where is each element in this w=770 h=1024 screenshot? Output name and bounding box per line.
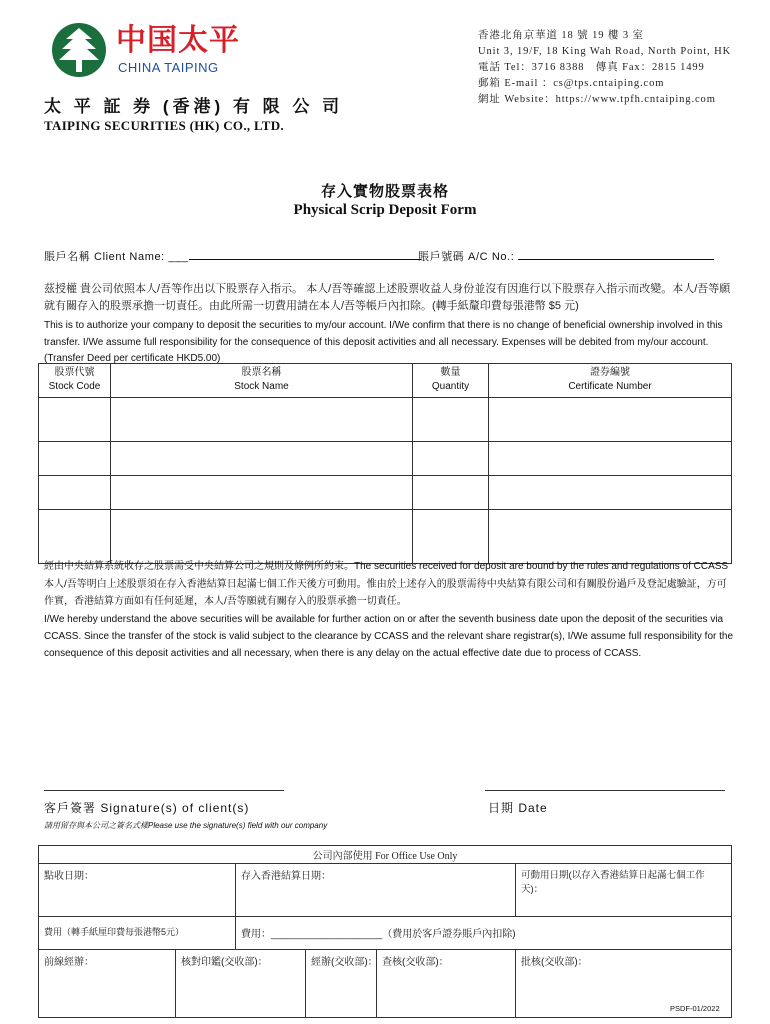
authorization-text-zh: 茲授權 貴公司依照本人/吾等作出以下股票存入指示。 本人/吾等確認上述股票收益人身份並沒有因進行以下股票存入指示而改變。本人/吾等願就有關存入的股票承擔一切責任。由此所需一切費用請在本人/吾等帳戶內扣除。(轉手紙釐印費每張港幣 $5 元) bbox=[44, 283, 731, 312]
table-cell[interactable] bbox=[111, 398, 413, 442]
office-header-row bbox=[39, 846, 732, 864]
front-staff-cell[interactable]: 前線經辦： bbox=[39, 950, 176, 1018]
office-row bbox=[39, 917, 732, 950]
stock-deposit-table bbox=[38, 363, 732, 564]
column-header-stock-code: 股票代號 Stock Code bbox=[39, 364, 111, 398]
email-line: 郵箱 E-mail ：cs@tps.cntaiping.com bbox=[478, 78, 665, 89]
signature-label: 客戶簽署 Signature(s) of client(s) bbox=[44, 801, 250, 815]
account-number-field[interactable] bbox=[418, 248, 714, 264]
table-cell[interactable] bbox=[413, 510, 489, 564]
fee-label-cell: 費用（轉手紙厘印費每張港幣5元） bbox=[39, 917, 236, 950]
company-name-zh: 太 平 証 券 (香港) 有 限 公 司 bbox=[44, 97, 344, 116]
account-number-blank[interactable] bbox=[518, 249, 714, 260]
terms-notes bbox=[44, 558, 734, 662]
authorization-text-en: This is to authorize your company to deposit the securities to my/our account. I/We confirm that there is no change of beneficial ownership involved in this transfer. I/We assume full responsibility for the consequence of this deposit activities and all necessary. Expenses will be debited from my/our account. (Transfer Deed per certificate HKD5.00) bbox=[44, 320, 723, 364]
signature-line[interactable] bbox=[44, 790, 284, 791]
company-address bbox=[478, 28, 731, 108]
fee-amount-cell[interactable]: 費用：____________________（費用於客戶證券賬戶內扣除) bbox=[236, 917, 732, 950]
client-name-label: 賬戶名稱 Client Name: ___ bbox=[44, 251, 189, 263]
table-row[interactable] bbox=[39, 398, 732, 442]
logo-text-zh: 中国太平 bbox=[116, 23, 240, 58]
signature-note: 請用留存與本公司之簽名式樣Please use the signature(s) field with our company bbox=[44, 821, 328, 830]
table-cell[interactable] bbox=[413, 476, 489, 510]
table-cell[interactable] bbox=[39, 476, 111, 510]
date-line[interactable] bbox=[485, 790, 725, 791]
company-name-en: TAIPING SECURITIES (HK) CO., LTD. bbox=[44, 118, 284, 133]
table-cell[interactable] bbox=[413, 442, 489, 476]
table-cell[interactable] bbox=[39, 442, 111, 476]
table-cell[interactable] bbox=[111, 510, 413, 564]
form-title-zh: 存入實物股票表格 bbox=[320, 183, 449, 200]
office-use-header: 公司內部使用 For Office Use Only bbox=[39, 846, 732, 864]
table-cell[interactable] bbox=[489, 476, 732, 510]
handled-by-cell[interactable]: 經辦(交收部)： bbox=[306, 950, 377, 1018]
office-use-table bbox=[38, 845, 732, 1018]
phone-fax-line: 電話 Tel：3716 8388 傳真 Fax：2815 1499 bbox=[478, 62, 705, 73]
column-header-certificate-number: 證券編號 Certificate Number bbox=[489, 364, 732, 398]
client-name-field[interactable] bbox=[44, 248, 421, 264]
verify-seal-cell[interactable]: 核對印鑑(交收部)： bbox=[176, 950, 306, 1018]
table-cell[interactable] bbox=[489, 398, 732, 442]
website-line: 網址 Website：https://www.tpfh.cntaiping.com bbox=[478, 94, 716, 105]
table-row[interactable] bbox=[39, 476, 732, 510]
table-cell[interactable] bbox=[111, 476, 413, 510]
column-header-stock-name: 股票名稱 Stock Name bbox=[111, 364, 413, 398]
table-cell[interactable] bbox=[111, 442, 413, 476]
availability-text-zh: 本人/吾等明白上述股票須在存入香港結算日起滿七個工作天後方可動用。惟由於上述存入的股票需待中央結算有限公司和有關股份過戶及登記處驗証，方可作實，香港結算方面如有任何延遲，本人/吾等願就有關存入的股票承擔一切責任。 bbox=[44, 579, 727, 607]
table-cell[interactable] bbox=[413, 398, 489, 442]
available-date-cell[interactable]: 可動用日期(以存入香港結算日起滿七個工作天)： bbox=[516, 864, 732, 917]
table-cell[interactable] bbox=[489, 442, 732, 476]
office-row bbox=[39, 950, 732, 1018]
checked-by-cell[interactable]: 查核(交收部)： bbox=[377, 950, 516, 1018]
table-row[interactable] bbox=[39, 442, 732, 476]
form-code: PSDF-01/2022 bbox=[670, 1004, 720, 1013]
received-date-cell[interactable]: 點收日期： bbox=[39, 864, 236, 917]
china-taiping-logo bbox=[50, 22, 250, 78]
table-cell[interactable] bbox=[39, 398, 111, 442]
column-header-quantity: 數量 Quantity bbox=[413, 364, 489, 398]
logo-text-en: CHINA TAIPING bbox=[118, 60, 219, 75]
date-label: 日期 Date bbox=[488, 801, 548, 815]
table-cell[interactable] bbox=[39, 510, 111, 564]
pine-tree-icon bbox=[50, 22, 110, 78]
address-line: 香港北角京華道 18 號 19 樓 3 室 bbox=[478, 30, 644, 41]
client-name-blank[interactable] bbox=[189, 249, 421, 260]
account-number-label: 賬戶號碼 A/C No.: bbox=[418, 251, 519, 263]
address-line: Unit 3, 19/F, 18 King Wah Road, North Point, HK bbox=[478, 46, 732, 57]
table-cell[interactable] bbox=[489, 510, 732, 564]
availability-text-en: I/We hereby understand the above securities will be available for further action on or after the seventh business date upon the deposit of the securities via CCASS. Since the transfer of the stock is valid subject to the clearance by CCASS and the relevant share registrar(s), I/We assume full responsibility for the consequence of this deposit activities and all necessary, when there is any delay on the actual effective date due to process of CCASS. bbox=[44, 614, 734, 659]
approved-by-cell[interactable]: 批核(交收部)： bbox=[516, 950, 732, 1018]
table-row[interactable] bbox=[39, 510, 732, 564]
table-header-row bbox=[39, 364, 732, 398]
form-title-en: Physical Scrip Deposit Form bbox=[293, 202, 477, 218]
deposit-date-cell[interactable]: 存入香港結算日期： bbox=[236, 864, 516, 917]
office-row bbox=[39, 864, 732, 917]
ccass-rules-text: 經由中央結算系統收存之股票需受中央結算公司之規則及條例所約束。The securities received for deposit are bound by the rules and regulations of CCASS bbox=[44, 561, 729, 572]
